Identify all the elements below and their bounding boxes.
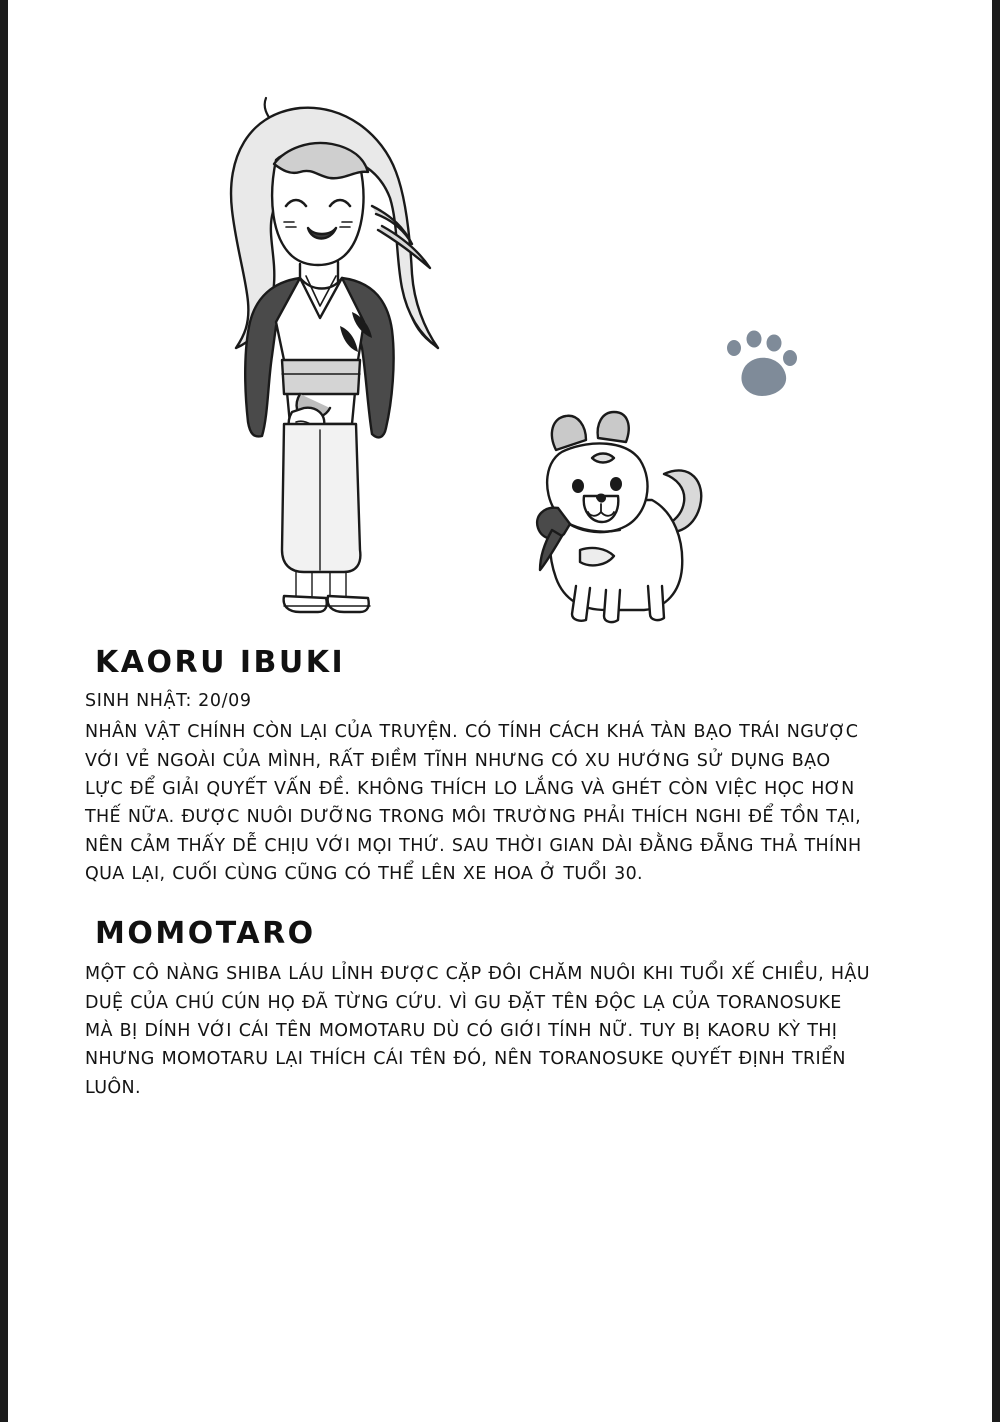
momotaro-dog-illustration	[537, 412, 701, 622]
character-name-momotaro: MOMOTARO	[95, 916, 316, 952]
description-momotaro: MỘT CÔ NÀNG SHIBA LÁU LỈNH ĐƯỢC CẶP ĐÔI CHĂM NUÔI KHI TUỔI XẾ CHIỀU, HẬU DUỆ CỦA CHÚ CÚN HỌ ĐÃ TỪNG CỨU. VÌ GU ĐẶT TÊN ĐỘC LẠ CỦA TORANOSUKE MÀ BỊ DÍNH VỚI CÁI TÊN MOMOTARU DÙ CÓ GIỚI TÍNH NỮ. TUY BỊ KAORU KỲ THỊ NHƯNG MOMOTARU LẠI THÍCH CÁI TÊN ĐÓ, NÊN TORANOSUKE QUYẾT ĐỊNH TRIỂN LUÔN.	[85, 964, 870, 1098]
illustration-area	[0, 30, 1000, 630]
kaoru-ibuki-illustration	[231, 98, 438, 612]
birthday-line-kaoru: SINH NHẬT: 20/09	[85, 691, 252, 711]
description-kaoru: NHÂN VẬT CHÍNH CÒN LẠI CỦA TRUYỆN. CÓ TÍNH CÁCH KHÁ TÀN BẠO TRÁI NGƯỢC VỚI VẺ NGOÀI CỦA MÌNH, RẤT ĐIỀM TĨNH NHƯNG CÓ XU HƯỚNG SỬ DỤNG BẠO LỰC ĐỂ GIẢI QUYẾT VẤN ĐỀ. KHÔNG THÍCH LO LẮNG VÀ GHÉT CÒN VIỆC HỌC HƠN THẾ NỮA. ĐƯỢC NUÔI DƯỠNG TRONG MÔI TRƯỜNG PHẢI THÍCH NGHI ĐỂ TỒN TẠI, NÊN CẢM THẤY DỄ CHỊU VỚI MỌI THỨ. SAU THỜI GIAN DÀI ĐẰNG ĐẴNG THẢ THÍNH QUA LẠI, CUỐI CÙNG CŨNG CÓ THỂ LÊN XE HOA Ở TUỔI 30.	[85, 722, 862, 885]
character-name-kaoru: KAORU IBUKI	[95, 645, 346, 680]
paw-print-icon	[718, 330, 808, 400]
profile-momotaro	[85, 916, 875, 1102]
profile-content	[85, 645, 875, 1102]
profile-kaoru	[85, 645, 875, 888]
